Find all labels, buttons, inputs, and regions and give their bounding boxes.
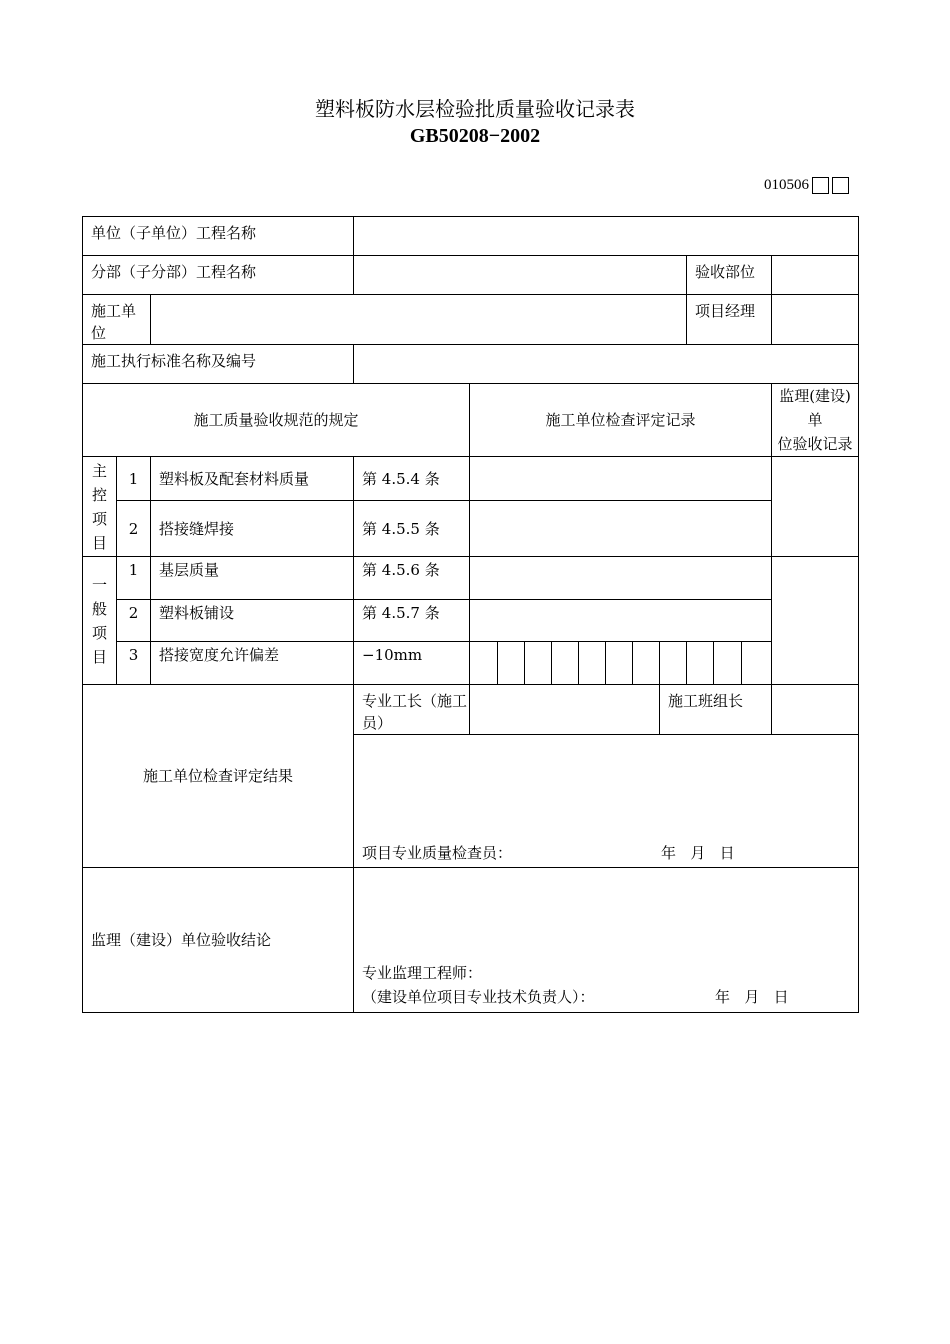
sub-project-label: 分部（子分部）工程名称: [83, 256, 354, 295]
main-item-record[interactable]: [470, 457, 772, 501]
general-item-name: 搭接宽度允许偏差: [151, 642, 354, 685]
acceptance-part-value[interactable]: [772, 256, 859, 295]
form-code: [764, 175, 849, 195]
supervision-engineer-label: 专业监理工程师：: [362, 964, 483, 982]
general-item-clause: 第 4.5.6 条: [354, 557, 470, 600]
general-group-char: 目: [91, 647, 107, 666]
general-group-char: 一: [91, 575, 107, 594]
supervision-result-label: 监理（建设）单位验收结论: [83, 868, 354, 1013]
deviation-measure-cell[interactable]: [606, 642, 633, 685]
unit-project-value[interactable]: [354, 217, 859, 256]
main-group-char: 主: [91, 461, 107, 480]
main-group-char: 控: [91, 485, 107, 504]
project-manager-label: 项目经理: [687, 295, 772, 345]
general-items-supervision-record[interactable]: [772, 557, 859, 685]
standard-name-value[interactable]: [354, 345, 859, 384]
main-item-record[interactable]: [470, 501, 772, 557]
general-item-clause: −10mm: [354, 642, 470, 685]
supervision-header: [772, 384, 859, 457]
deviation-measure-cell[interactable]: [633, 642, 660, 685]
construction-result-date: 年 月 日: [661, 844, 735, 862]
general-item-name: 基层质量: [151, 557, 354, 600]
foreman-label: 专业工长（施工员）: [354, 685, 470, 735]
main-items-supervision-record[interactable]: [772, 457, 859, 557]
supervision-result-date: 年 月 日: [715, 988, 789, 1006]
main-group-char: 目: [91, 533, 107, 552]
general-item-no: 1: [117, 557, 151, 600]
sub-project-value[interactable]: [354, 256, 687, 295]
main-item-no: 2: [117, 501, 151, 557]
supervision-header-line1: 监理(建设)单: [779, 387, 851, 429]
supervision-header-line2: 位验收记录: [777, 435, 853, 453]
construction-unit-value[interactable]: [151, 295, 687, 345]
unit-project-label: 单位（子单位）工程名称: [83, 217, 354, 256]
standard-code: GB50208−2002: [409, 125, 541, 147]
project-manager-value[interactable]: [772, 295, 859, 345]
deviation-measure-cell[interactable]: [687, 642, 714, 685]
main-item-no: 1: [117, 457, 151, 501]
construction-result-label: 施工单位检查评定结果: [83, 685, 354, 868]
form-code-number: 010506: [764, 176, 809, 193]
team-leader-label: 施工班组长: [660, 685, 772, 735]
page-title: 塑料板防水层检验批质量验收记录表: [315, 97, 635, 121]
acceptance-part-label: 验收部位: [687, 256, 772, 295]
deviation-measure-cell[interactable]: [714, 642, 742, 685]
main-items-group-label: [83, 457, 117, 557]
general-item-name: 塑料板铺设: [151, 600, 354, 642]
main-item-name: 塑料板及配套材料质量: [151, 457, 354, 501]
deviation-measure-cell[interactable]: [579, 642, 606, 685]
supervision-result-body[interactable]: [354, 868, 859, 1013]
check-record-header: 施工单位检查评定记录: [470, 384, 772, 457]
deviation-measure-cell[interactable]: [498, 642, 525, 685]
general-item-no: 3: [117, 642, 151, 685]
main-item-clause: 第 4.5.5 条: [354, 501, 470, 557]
general-item-clause: 第 4.5.7 条: [354, 600, 470, 642]
construction-unit-label: 施工单位: [83, 295, 151, 345]
owner-rep-label: （建设单位项目专业技术负责人）：: [362, 988, 595, 1006]
standard-name-label: 施工执行标准名称及编号: [83, 345, 354, 384]
general-item-record[interactable]: [470, 600, 772, 642]
form-code-box-1[interactable]: [812, 177, 829, 194]
main-item-name: 搭接缝焊接: [151, 501, 354, 557]
deviation-measure-cell[interactable]: [525, 642, 552, 685]
general-items-group-label: [83, 557, 117, 685]
acceptance-record-table: [82, 216, 859, 1013]
form-code-box-2[interactable]: [832, 177, 849, 194]
quality-inspector-label: 项目专业质量检查员：: [362, 844, 513, 862]
general-group-char: 般: [91, 599, 107, 618]
foreman-value[interactable]: [470, 685, 660, 735]
general-item-no: 2: [117, 600, 151, 642]
general-item-record[interactable]: [470, 557, 772, 600]
spec-header: 施工质量验收规范的规定: [83, 384, 470, 457]
deviation-measure-cell[interactable]: [660, 642, 687, 685]
team-leader-value[interactable]: [772, 685, 859, 735]
general-group-char: 项: [91, 623, 107, 642]
construction-result-body[interactable]: [354, 735, 859, 868]
deviation-measure-cell[interactable]: [742, 642, 772, 685]
main-item-clause: 第 4.5.4 条: [354, 457, 470, 501]
main-group-char: 项: [91, 509, 107, 528]
deviation-measure-cell[interactable]: [470, 642, 498, 685]
deviation-measure-cell[interactable]: [552, 642, 579, 685]
